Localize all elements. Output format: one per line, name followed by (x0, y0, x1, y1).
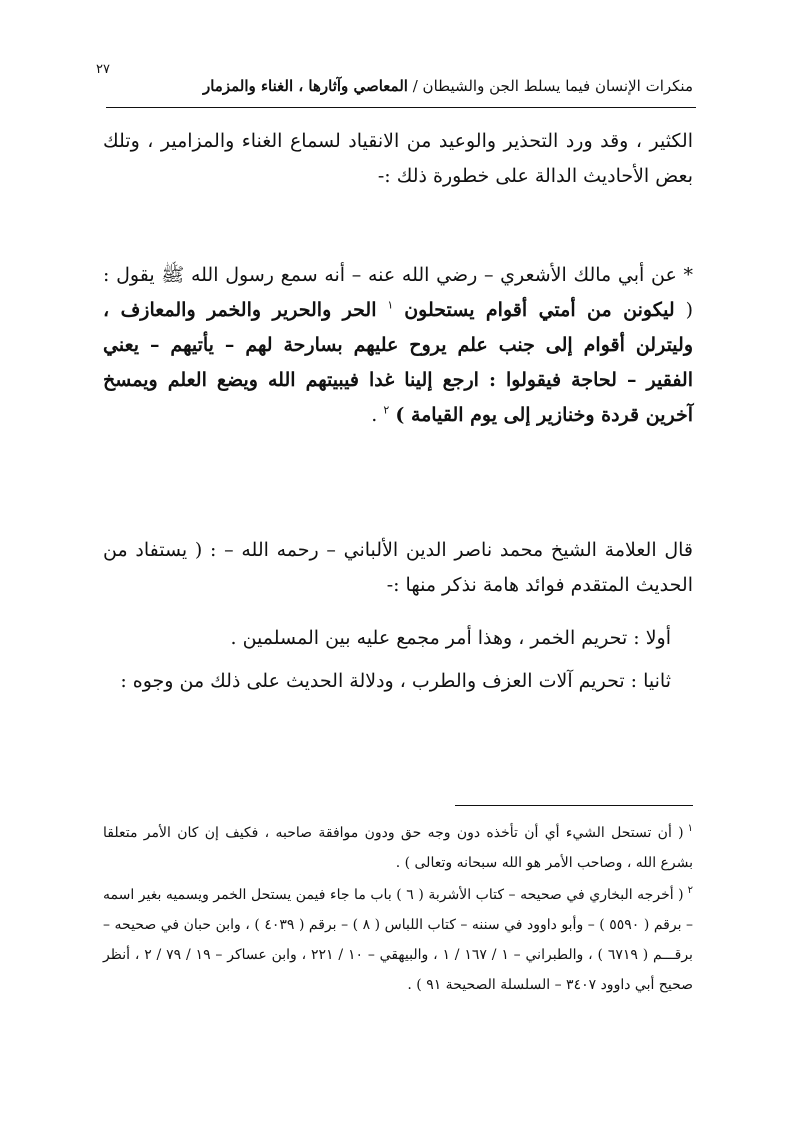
hadith-end: . (371, 404, 378, 426)
running-head (103, 74, 693, 98)
book-title: منكرات الإنسان فيما يسلط الجن والشيطان / (412, 77, 693, 95)
footnote-2-mark: ٢ (687, 885, 693, 897)
intro-paragraph: الكثير ، وقد ورد التحذير والوعيد من الانقياد لسماع الغناء والمزامير ، وتلك بعض الأحاديث الدالة على خطورة ذلك :- (103, 130, 693, 187)
commentary-second-point: ثانيا : تحريم آلات العزف والطرب ، ودلالة الحديث على ذلك من وجوه : (120, 670, 671, 692)
chapter-title: المعاصي وآثارها ، الغناء والمزمار (202, 77, 408, 95)
page-number: ٢٧ (96, 62, 110, 77)
footnote-1-text: ( أن تستحل الشيء أي أن تأخذه دون وجه حق ودون موافقة صاحبه ، فكيف إن كان الأمر متعلقا بشرع الله ، وصاحب الأمر هو الله سبحانه وتعالى ) . (103, 825, 693, 871)
footnote-ref-1: ١ (387, 298, 394, 312)
hadith-lead: * عن أبي مالك الأشعري – رضي الله عنه – أنه سمع رسول الله ﷺ يقول : ( (103, 264, 694, 321)
header-divider (106, 107, 696, 108)
footnote-divider (455, 805, 693, 806)
commentary-first-point: أولا : تحريم الخمر ، وهذا أمر مجمع عليه بين المسلمين . (230, 627, 671, 649)
hadith-paragraph (103, 258, 693, 433)
hadith-text-part1: ليكونن من أمتي أقوام يستحلون (404, 299, 675, 321)
footnote-ref-2: ٢ (383, 403, 390, 417)
footnote-1-mark: ١ (687, 823, 693, 835)
commentary-intro: قال العلامة الشيخ محمد ناصر الدين الألباني – رحمه الله – : ( يستفاد من الحديث المتقدم فوائد هامة نذكر منها :- (103, 539, 693, 596)
footnote-1 (103, 818, 693, 878)
footnote-2-text: ( أخرجه البخاري في صحيحه – كتاب الأشربة ( ٦ ) باب ما جاء فيمن يستحل الخمر ويسميه بغير اسمه – برقم ( ٥٥٩٠ ) – وأبو داوود في سننه – كتاب اللباس ( ٨ ) – برقم ( ٤٠٣٩ ) ، وابن حبان في صحيحه – برقـــم ( ٦٧١٩ ) ، والطبراني – ١ / ١٦٧ / ١ ، والبيهقي – ١٠ / ٢٢١ ، وابن عساكر – ١٩ / ٧٩ / ٢ ، أنظر صحيح أبي داوود ٣٤٠٧ – السلسلة الصحيحة ٩١ ) . (103, 887, 693, 993)
hadith-text-part2: الحر والحرير والخمر والمعازف ، وليترلن أقوام إلى جنب علم يروح عليهم بسارحة لهم – يأتيهم – يعني الفقير – لحاجة فيقولوا : ارجع إلينا غدا فيبيتهم الله ويضع العلم ويمسخ آخرين قردة وخنازير إلى يوم القيامة ) (103, 299, 693, 426)
footnote-2 (103, 880, 693, 1000)
